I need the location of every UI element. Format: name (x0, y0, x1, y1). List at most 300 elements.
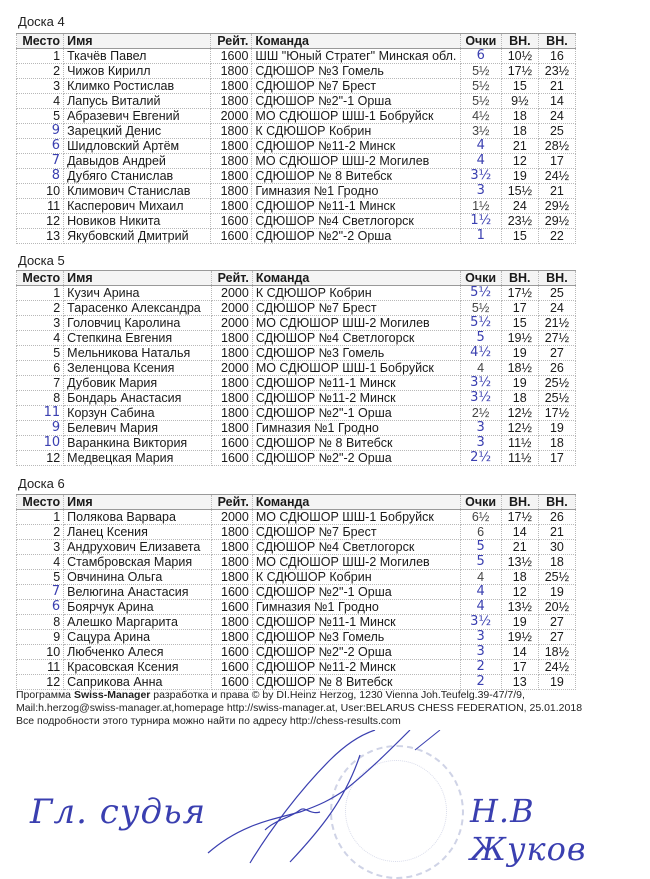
tiebreak-2-cell: 29½ (538, 199, 575, 214)
points-cell: 5½ (460, 301, 501, 316)
points-cell: 5 (460, 540, 501, 555)
tiebreak-1-cell: 18 (501, 124, 538, 139)
team-cell: МО СДЮШОР ШШ-1 Бобруйск (252, 109, 460, 124)
header-place: Место (17, 271, 64, 286)
points-cell: 6 (460, 525, 501, 540)
tiebreak-1-cell: 12 (501, 154, 538, 169)
header-tiebreak-1: ВН. (501, 495, 538, 510)
footer-line-1 (16, 689, 582, 702)
player-name-cell: Варанкина Виктория (64, 436, 212, 451)
table-row (17, 585, 576, 600)
team-cell: СДЮШОР №11-2 Минск (252, 139, 460, 154)
table-row (17, 169, 576, 184)
player-name-cell: Ланец Ксения (64, 525, 212, 540)
place-cell: 5 (17, 109, 64, 124)
header-tiebreak-1: ВН. (501, 271, 538, 286)
tiebreak-1-cell: 19 (501, 346, 538, 361)
points-cell: 5½ (460, 79, 501, 94)
table-row (17, 229, 576, 244)
table-body (17, 510, 576, 690)
tiebreak-1-cell: 13 (501, 675, 538, 690)
tiebreak-2-cell: 21 (538, 184, 575, 199)
tiebreak-2-cell: 26 (538, 510, 575, 525)
rating-cell: 1800 (211, 94, 252, 109)
points-cell: 5½ (460, 64, 501, 79)
points-cell: 4 (460, 361, 501, 376)
team-cell: СДЮШОР №11-1 Минск (252, 376, 460, 391)
chief-judge-label: Гл. судья (30, 792, 207, 832)
footer-brand: Swiss-Manager (73, 689, 151, 701)
team-cell: СДЮШОР №7 Брест (252, 79, 460, 94)
rating-cell: 1800 (211, 615, 252, 630)
team-cell: МО СДЮШОР ШШ-2 Могилев (252, 316, 460, 331)
header-team: Команда (252, 34, 460, 49)
points-cell: 3½ (460, 391, 501, 406)
points-cell: 3½ (460, 169, 501, 184)
table-row (17, 49, 576, 64)
team-cell: СДЮШОР №4 Светлогорск (252, 331, 460, 346)
team-cell: СДЮШОР №11-2 Минск (252, 391, 460, 406)
rating-cell: 1800 (211, 570, 252, 585)
team-cell: СДЮШОР №4 Светлогорск (252, 540, 460, 555)
tiebreak-2-cell: 24½ (538, 660, 575, 675)
place-cell: 2 (17, 64, 64, 79)
player-name-cell: Зеленцова Ксения (64, 361, 212, 376)
team-cell: СДЮШОР №11-1 Минск (252, 199, 460, 214)
tiebreak-2-cell: 19 (538, 585, 575, 600)
player-name-cell: Чижов Кирилл (64, 64, 211, 79)
standings-table-board-6 (16, 494, 576, 690)
place-cell: 5 (17, 346, 64, 361)
player-name-cell: Мельникова Наталья (64, 346, 212, 361)
place-cell: 3 (17, 79, 64, 94)
player-name-cell: Дубовик Мария (64, 376, 212, 391)
team-cell: СДЮШОР №3 Гомель (252, 630, 460, 645)
player-name-cell: Сaприкова Анна (64, 675, 212, 690)
tiebreak-1-cell: 11½ (501, 436, 538, 451)
player-name-cell: Якубовский Дмитрий (64, 229, 211, 244)
rating-cell: 1800 (211, 169, 252, 184)
signature-area (0, 730, 650, 873)
team-cell: СДЮШОР №3 Гомель (252, 346, 460, 361)
points-cell: 3 (460, 436, 501, 451)
table-row (17, 361, 576, 376)
player-name-cell: Белевич Мария (64, 421, 212, 436)
place-cell: 11 (17, 199, 64, 214)
points-cell: 1½ (460, 214, 501, 229)
tiebreak-1-cell: 9½ (501, 94, 538, 109)
tiebreak-2-cell: 25 (538, 286, 575, 301)
footer-line-3: Все подробности этого турнира можно найти по адресу http://chess-results.com (16, 715, 401, 727)
tiebreak-2-cell: 18½ (538, 645, 575, 660)
tiebreak-2-cell: 30 (538, 540, 575, 555)
player-name-cell: Любченко Алеся (64, 645, 212, 660)
rating-cell: 1800 (211, 630, 252, 645)
place-cell: 2 (17, 525, 64, 540)
place-cell: 3 (17, 316, 64, 331)
rating-cell: 2000 (211, 286, 252, 301)
place-cell: 12 (17, 214, 64, 229)
rating-cell: 1800 (211, 525, 252, 540)
header-rating: Рейт. (211, 495, 252, 510)
table-row (17, 600, 576, 615)
rating-cell: 1600 (211, 49, 252, 64)
team-cell: СДЮШОР №2"-2 Орша (252, 229, 460, 244)
tiebreak-2-cell: 19 (538, 675, 575, 690)
tiebreak-1-cell: 21 (501, 139, 538, 154)
player-name-cell: Велюгина Анастасия (64, 585, 212, 600)
player-name-cell: Зарецкий Денис (64, 124, 211, 139)
rating-cell: 1800 (211, 79, 252, 94)
points-cell: 3 (460, 630, 501, 645)
board-title: Доска 6 (18, 476, 65, 491)
team-cell: СДЮШОР №2"-2 Орша (252, 645, 460, 660)
footer-copyright: разработка и права © by DI.Heinz Herzog, 1230 Vienna Joh.Teufelg.39-47/7/9, (150, 689, 525, 701)
place-cell: 11 (17, 660, 64, 675)
player-name-cell: Медвецкая Мария (64, 451, 212, 466)
tiebreak-1-cell: 18 (501, 391, 538, 406)
points-cell: 2½ (460, 451, 501, 466)
rating-cell: 2000 (211, 109, 252, 124)
rating-cell: 1800 (211, 346, 252, 361)
rating-cell: 1800 (211, 184, 252, 199)
player-name-cell: Абразевич Евгений (64, 109, 211, 124)
team-cell: СДЮШОР №3 Гомель (252, 64, 460, 79)
team-cell: ШШ "Юный Стратег" Минская обл. (252, 49, 460, 64)
table-row (17, 124, 576, 139)
place-cell: 7 (17, 585, 64, 600)
table-row (17, 79, 576, 94)
points-cell: 5½ (460, 286, 501, 301)
table-row (17, 615, 576, 630)
header-points: Очки (460, 34, 501, 49)
rating-cell: 1800 (211, 555, 252, 570)
player-name-cell: Стамбровская Мария (64, 555, 212, 570)
player-name-cell: Давыдов Андрей (64, 154, 211, 169)
tiebreak-2-cell: 21 (538, 79, 575, 94)
tiebreak-1-cell: 21 (501, 540, 538, 555)
team-cell: СДЮШОР № 8 Витебск (252, 675, 460, 690)
points-cell: 4 (460, 154, 501, 169)
tiebreak-1-cell: 18½ (501, 361, 538, 376)
table-row (17, 301, 576, 316)
place-cell: 7 (17, 376, 64, 391)
tiebreak-2-cell: 29½ (538, 214, 575, 229)
tiebreak-2-cell: 28½ (538, 139, 575, 154)
table-row (17, 94, 576, 109)
rating-cell: 2000 (211, 316, 252, 331)
player-name-cell: Степкина Евгения (64, 331, 212, 346)
tiebreak-1-cell: 15 (501, 79, 538, 94)
table-row (17, 214, 576, 229)
player-name-cell: Боярчук Арина (64, 600, 212, 615)
table-header-row (17, 271, 576, 286)
place-cell: 1 (17, 49, 64, 64)
table-row (17, 139, 576, 154)
rating-cell: 1800 (211, 540, 252, 555)
points-cell: 2½ (460, 406, 501, 421)
tiebreak-2-cell: 25 (538, 124, 575, 139)
table-row (17, 331, 576, 346)
table-row (17, 391, 576, 406)
table-header-row (17, 495, 576, 510)
points-cell: 1½ (460, 199, 501, 214)
tiebreak-2-cell: 26 (538, 361, 575, 376)
table-row (17, 154, 576, 169)
table-row (17, 421, 576, 436)
tiebreak-1-cell: 12½ (501, 406, 538, 421)
tiebreak-2-cell: 17 (538, 451, 575, 466)
table-row (17, 451, 576, 466)
team-cell: СДЮШОР № 8 Витебск (252, 169, 460, 184)
team-cell: Гимназия №1 Гродно (252, 600, 460, 615)
team-cell: МО СДЮШОР ШШ-2 Могилев (252, 154, 460, 169)
software-footer (16, 689, 582, 728)
place-cell: 7 (17, 154, 64, 169)
team-cell: К СДЮШОР Кобрин (252, 286, 460, 301)
table-row (17, 184, 576, 199)
header-team: Команда (252, 271, 460, 286)
tiebreak-1-cell: 12½ (501, 421, 538, 436)
place-cell: 10 (17, 645, 64, 660)
player-name-cell: Полякова Варвара (64, 510, 212, 525)
table-row (17, 630, 576, 645)
player-name-cell: Шидловский Артём (64, 139, 211, 154)
place-cell: 2 (17, 301, 64, 316)
team-cell: СДЮШОР №2"-1 Орша (252, 585, 460, 600)
team-cell: МО СДЮШОР ШШ-2 Могилев (252, 555, 460, 570)
tiebreak-2-cell: 20½ (538, 600, 575, 615)
rating-cell: 1600 (211, 645, 252, 660)
rating-cell: 1600 (211, 675, 252, 690)
rating-cell: 1600 (211, 451, 252, 466)
points-cell: 3 (460, 645, 501, 660)
tiebreak-1-cell: 12 (501, 585, 538, 600)
table-body (17, 49, 576, 244)
team-cell: СДЮШОР № 8 Витебск (252, 436, 460, 451)
team-cell: СДЮШОР №2"-1 Орша (252, 94, 460, 109)
team-cell: МО СДЮШОР ШШ-1 Бобруйск (252, 361, 460, 376)
tiebreak-2-cell: 21 (538, 525, 575, 540)
tiebreak-2-cell: 27 (538, 346, 575, 361)
table-row (17, 675, 576, 690)
tiebreak-2-cell: 18 (538, 436, 575, 451)
player-name-cell: Кузич Арина (64, 286, 212, 301)
table-row (17, 645, 576, 660)
tiebreak-1-cell: 14 (501, 645, 538, 660)
player-name-cell: Тарасенко Александра (64, 301, 212, 316)
points-cell: 4 (460, 600, 501, 615)
rating-cell: 2000 (211, 361, 252, 376)
rating-cell: 1800 (211, 199, 252, 214)
tiebreak-1-cell: 17½ (501, 286, 538, 301)
rating-cell: 1800 (211, 124, 252, 139)
rating-cell: 1600 (211, 436, 252, 451)
points-cell: 3½ (460, 615, 501, 630)
player-name-cell: Климко Ростислав (64, 79, 211, 94)
chief-judge-name: Н.В Жуков (470, 792, 587, 868)
table-row (17, 406, 576, 421)
place-cell: 10 (17, 436, 64, 451)
tiebreak-2-cell: 18 (538, 555, 575, 570)
table-row (17, 199, 576, 214)
header-points: Очки (460, 495, 501, 510)
place-cell: 8 (17, 615, 64, 630)
tiebreak-2-cell: 24 (538, 109, 575, 124)
tiebreak-1-cell: 24 (501, 199, 538, 214)
points-cell: 2 (460, 675, 501, 690)
team-cell: МО СДЮШОР ШШ-1 Бобруйск (252, 510, 460, 525)
tiebreak-1-cell: 15 (501, 229, 538, 244)
rating-cell: 2000 (211, 301, 252, 316)
board-title: Доска 5 (18, 253, 65, 268)
tiebreak-2-cell: 22 (538, 229, 575, 244)
team-cell: СДЮШОР №2"-1 Орша (252, 406, 460, 421)
header-rating: Рейт. (211, 34, 252, 49)
place-cell: 6 (17, 600, 64, 615)
table-row (17, 436, 576, 451)
table-row (17, 570, 576, 585)
rating-cell: 1800 (211, 331, 252, 346)
player-name-cell: Новиков Никита (64, 214, 211, 229)
header-tiebreak-2: ВН. (538, 495, 575, 510)
tiebreak-2-cell: 27 (538, 630, 575, 645)
team-cell: СДЮШОР №7 Брест (252, 525, 460, 540)
header-tiebreak-2: ВН. (538, 34, 575, 49)
player-name-cell: Корзун Сабина (64, 406, 212, 421)
rating-cell: 1600 (211, 214, 252, 229)
team-cell: СДЮШОР №11-1 Минск (252, 615, 460, 630)
table-body (17, 286, 576, 466)
tiebreak-1-cell: 18 (501, 570, 538, 585)
points-cell: 2 (460, 660, 501, 675)
rating-cell: 1600 (211, 600, 252, 615)
player-name-cell: Головчиц Каролина (64, 316, 212, 331)
tiebreak-1-cell: 18 (501, 109, 538, 124)
place-cell: 9 (17, 630, 64, 645)
tiebreak-1-cell: 11½ (501, 451, 538, 466)
team-cell: Гимназия №1 Гродно (252, 421, 460, 436)
header-tiebreak-2: ВН. (538, 271, 575, 286)
player-name-cell: Касперович Михаил (64, 199, 211, 214)
player-name-cell: Красовская Ксения (64, 660, 212, 675)
tiebreak-1-cell: 17½ (501, 64, 538, 79)
table-row (17, 525, 576, 540)
rating-cell: 1600 (211, 585, 252, 600)
tiebreak-1-cell: 19 (501, 169, 538, 184)
tiebreak-1-cell: 19½ (501, 630, 538, 645)
tiebreak-2-cell: 25½ (538, 570, 575, 585)
tiebreak-1-cell: 14 (501, 525, 538, 540)
player-name-cell: Лапусь Виталий (64, 94, 211, 109)
tiebreak-2-cell: 17 (538, 154, 575, 169)
place-cell: 6 (17, 361, 64, 376)
place-cell: 11 (17, 406, 64, 421)
header-name: Имя (64, 34, 211, 49)
place-cell: 9 (17, 421, 64, 436)
team-cell: К СДЮШОР Кобрин (252, 124, 460, 139)
team-cell: СДЮШОР №7 Брест (252, 301, 460, 316)
tiebreak-1-cell: 17 (501, 660, 538, 675)
tiebreak-2-cell: 17½ (538, 406, 575, 421)
table-row (17, 109, 576, 124)
table-row (17, 376, 576, 391)
points-cell: 4½ (460, 346, 501, 361)
tiebreak-1-cell: 19 (501, 615, 538, 630)
rating-cell: 1600 (211, 229, 252, 244)
team-cell: Гимназия №1 Гродно (252, 184, 460, 199)
board-title: Доска 4 (18, 14, 65, 29)
table-row (17, 346, 576, 361)
tiebreak-1-cell: 17 (501, 301, 538, 316)
points-cell: 4 (460, 139, 501, 154)
rating-cell: 2000 (211, 510, 252, 525)
points-cell: 5½ (460, 316, 501, 331)
place-cell: 10 (17, 184, 64, 199)
points-cell: 6 (460, 49, 501, 64)
tiebreak-1-cell: 10½ (501, 49, 538, 64)
table-row (17, 316, 576, 331)
tiebreak-2-cell: 21½ (538, 316, 575, 331)
header-team: Команда (252, 495, 460, 510)
player-name-cell: Дубяго Станислав (64, 169, 211, 184)
points-cell: 3 (460, 421, 501, 436)
rating-cell: 1800 (211, 64, 252, 79)
place-cell: 1 (17, 510, 64, 525)
table-row (17, 540, 576, 555)
points-cell: 1 (460, 229, 501, 244)
tiebreak-2-cell: 23½ (538, 64, 575, 79)
team-cell: СДЮШОР №11-2 Минск (252, 660, 460, 675)
standings-table-board-5 (16, 270, 576, 466)
points-cell: 3½ (460, 376, 501, 391)
tiebreak-1-cell: 13½ (501, 555, 538, 570)
footer-line-2: Mail:h.herzog@swiss-manager.at,homepage http://swiss-manager.at, User:BELARUS CHESS FEDERATION, 25.01.2018 (16, 702, 583, 714)
standings-table-board-4 (16, 33, 576, 244)
header-tiebreak-1: ВН. (501, 34, 538, 49)
points-cell: 4 (460, 585, 501, 600)
tiebreak-1-cell: 15 (501, 316, 538, 331)
player-name-cell: Алешко Маргарита (64, 615, 212, 630)
rating-cell: 1800 (211, 406, 252, 421)
place-cell: 3 (17, 540, 64, 555)
place-cell: 12 (17, 675, 64, 690)
place-cell: 1 (17, 286, 64, 301)
team-cell: СДЮШОР №4 Светлогорск (252, 214, 460, 229)
points-cell: 5 (460, 555, 501, 570)
place-cell: 6 (17, 139, 64, 154)
table-row (17, 286, 576, 301)
team-cell: СДЮШОР №2"-2 Орша (252, 451, 460, 466)
header-rating: Рейт. (211, 271, 252, 286)
place-cell: 4 (17, 94, 64, 109)
points-cell: 3½ (460, 124, 501, 139)
header-place: Место (17, 34, 64, 49)
player-name-cell: Сацура Арина (64, 630, 212, 645)
tiebreak-2-cell: 24 (538, 301, 575, 316)
player-name-cell: Климович Станислав (64, 184, 211, 199)
table-header-row (17, 34, 576, 49)
tiebreak-1-cell: 19 (501, 376, 538, 391)
place-cell: 4 (17, 555, 64, 570)
place-cell: 5 (17, 570, 64, 585)
points-cell: 4 (460, 570, 501, 585)
header-name: Имя (64, 495, 212, 510)
header-place: Место (17, 495, 64, 510)
rating-cell: 1600 (211, 660, 252, 675)
place-cell: 9 (17, 124, 64, 139)
table-row (17, 660, 576, 675)
